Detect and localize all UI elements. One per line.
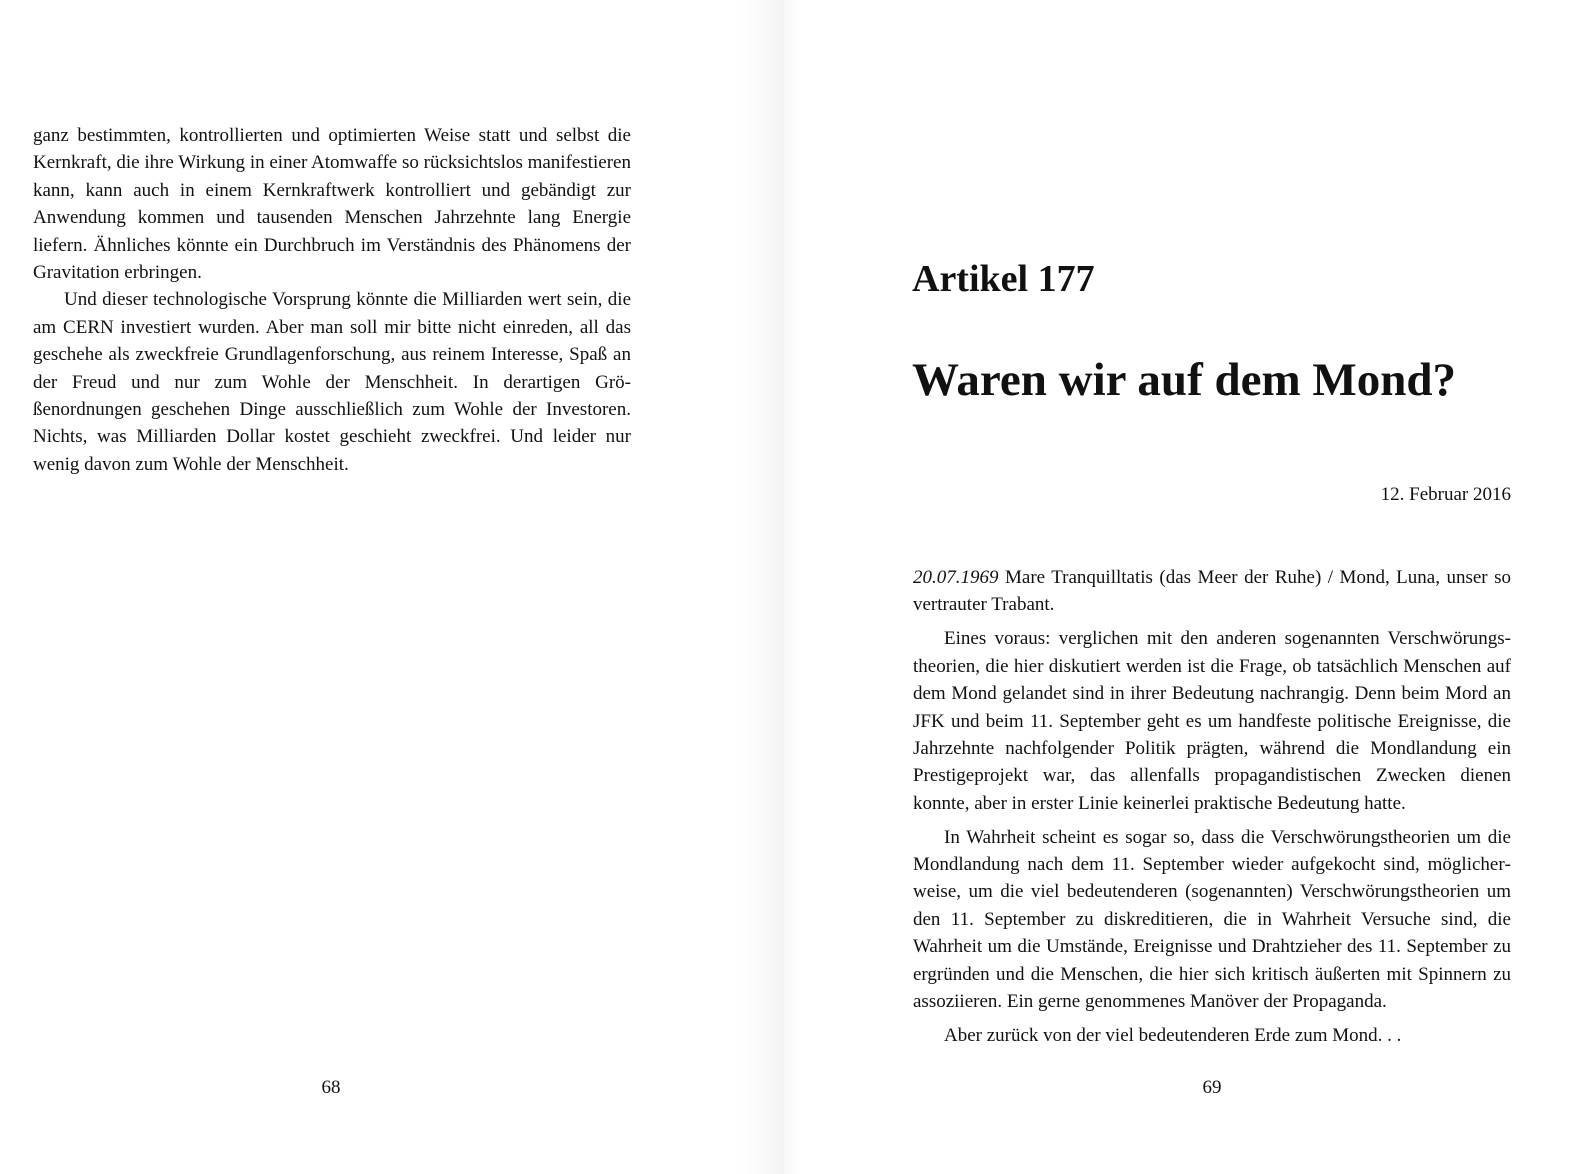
article-number: Artikel 177 [912, 258, 1095, 300]
right-paragraph-3: Aber zurück von der viel bedeutenderen Erde zum Mond. . . [944, 1025, 1402, 1046]
article-date: 12. Februar 2016 [1380, 484, 1511, 505]
left-page [0, 0, 784, 1174]
left-page-body [33, 122, 631, 478]
right-page-body [913, 564, 1511, 1056]
right-paragraph-1: Eines voraus: verglichen mit den anderen sogenannten Verschwörungstheorien, die hier diskutiert werden ist die Frage, ob tatsächlich Menschen auf dem Mond gelandet sind in ihrer Bedeutung nachrangig. Denn beim Mord an JFK und beim 11. September geht es um handfeste politische Ereignisse, die Jahrzehnte nachfolgender Politik prägten, während die Mondlandung ein Prestigeprojekt war, das allenfalls propagandistischen Zwecken dienen konnte, aber in erster Linie keinerlei praktische Bedeutung hatte. [913, 628, 1511, 814]
page-number-left: 68 [321, 1077, 341, 1098]
page-number-right: 69 [1202, 1077, 1222, 1098]
lead-paragraph [913, 564, 1511, 619]
left-paragraph-1: ganz bestimmten, kontrollierten und optimierten Weise statt und selbst die Kernkraft, die ihre Wirkung in einer Atomwaffe so rücksichtslos manifestieren kann, kann auch in einem Kernkraftwerk kontrolliert und gebändigt zur Anwendung kommen und tausenden Menschen Jahrzehnte lang Energie liefern. Ähnliches könnte ein Durchbruch im Verständnis des Phänomens der Gravitation erbringen. [33, 125, 631, 284]
left-paragraph-2: Und dieser technologische Vorsprung könnte die Milliarden wert sein, die am CERN investiert wurden. Aber man soll mir bitte nicht einreden, all das geschehe als zweckfreie Grundlagenforschung, aus reinem Interesse, Spaß an der Freud und nur zum Wohle der Menschheit. In derartigen Größenordnungen geschehen Dinge ausschließlich zum Wohle der Investoren. Nichts, was Milliarden Dollar kostet geschieht zweckfrei. Und leider nur wenig davon zum Wohle der Menschheit. [33, 289, 631, 475]
lead-text: Mare Tranquilltatis (das Meer der Ruhe) / Mond, Luna, unser so vertrauter Trabant. [913, 567, 1511, 616]
lead-date: 20.07.1969 [913, 567, 999, 588]
right-paragraph-2: In Wahrheit scheint es sogar so, dass die Verschwörungstheorien um die Mondlandung nach dem 11. September wieder aufgekocht sind, möglicherweise, um die viel bedeutenderen (sogenannten) Verschwörungstheorien um den 11. September zu diskreditieren, die in Wahrheit Versuche sind, die Wahrheit um die Umstände, Ereignisse und Drahtzieher des 11. September zu ergründen und die Menschen, die hier sich kritisch äußerten mit Spinnern zu assoziieren. Ein gerne genommenes Manöver der Propaganda. [913, 826, 1511, 1013]
article-title: Waren wir auf dem Mond? [912, 354, 1457, 406]
